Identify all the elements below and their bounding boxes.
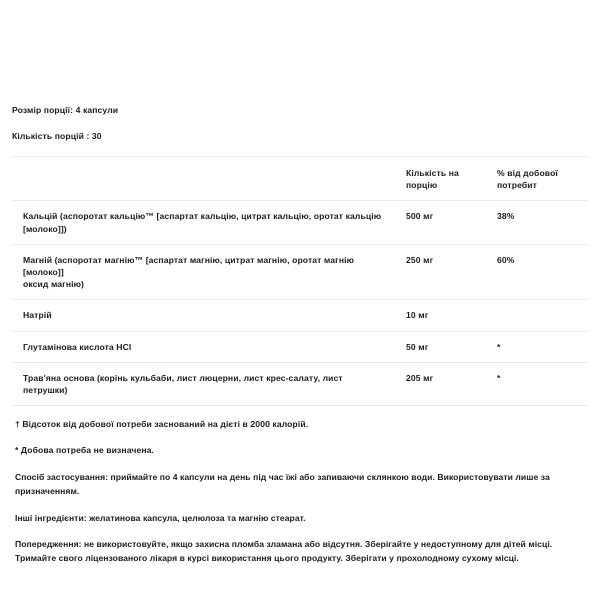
warning-paragraph: Попередження: не використовуйте, якщо захисна пломба зламана або відсутня. Зберігайте у недоступному для дітей місці. Тримайте свого ліцензованого лікаря в курсі використання цього продукту. Зберігати у прохолодному сухому місці. [15,538,553,564]
ingredient-amount: 10 мг [406,300,497,331]
text-paragraphs-block [12,470,588,565]
other-ingredients-paragraph: Інші інгредієнти: желатинова капсула, целюлоза та магнію стеарат. [15,512,306,523]
supplement-facts-table [12,156,588,406]
ingredient-name [12,244,406,300]
ingredient-daily-value: * [497,331,588,362]
table-row [12,300,588,331]
ingredient-name [12,362,406,405]
ingredient-name-line: [молоко]] [23,267,64,278]
table-row [12,244,588,300]
column-header-name [12,157,406,201]
servings-per-container-text: Кількість порцій : 30 [12,131,102,141]
ingredient-name-line: Кальцій (аспоротат кальцію™ [аспартат кальцію, цитрат кальцію, оротат кальцію [23,211,382,222]
ingredient-name-line: [молоко]]) [23,223,67,234]
directions-paragraph: Спосіб застосування: приймайте по 4 капсули на день під час їжі або запиваючи склянкою води. Використовувати лише за призначенням. [15,472,550,497]
column-header-daily-value: % від добової потребит [497,157,588,201]
table-row [12,362,588,405]
column-header-amount-per-serving: Кількість на порцію [406,157,497,201]
ingredient-name-line: Трав'яна основа (корінь кульбаби, лист люцерни, лист крес-салату, лист [23,372,343,383]
table-row [12,201,588,244]
table-header [12,157,588,201]
ingredient-daily-value: 60% [497,244,588,300]
ingredient-name-line: Глутамінова кислота HCl [23,341,132,352]
table-row [12,331,588,362]
ingredient-amount: 205 мг [406,362,497,405]
ingredient-name [12,331,406,362]
serving-info-block [12,0,588,143]
ingredient-daily-value [497,300,588,331]
footnotes-block [12,418,588,456]
ingredient-name [12,201,406,244]
ingredient-daily-value: * [497,362,588,405]
ingredient-name-line: Магній (аспоротат магнію™ [аспартат магнію, цитрат магнію, оротат магнію [23,254,355,265]
ingredient-amount: 250 мг [406,244,497,300]
ingredient-name-line: Натрій [23,310,52,321]
ingredient-daily-value: 38% [497,201,588,244]
ingredient-name-line: оксид магнію) [23,279,85,290]
ingredient-amount: 500 мг [406,201,497,244]
footnote-daily-value-not-established: * Добова потреба не визначена. [15,445,155,456]
ingredient-amount: 50 мг [406,331,497,362]
table-header-row [12,157,588,201]
ingredient-name-line: петрушки) [23,385,68,396]
serving-size-text: Розмір порції: 4 капсули [12,105,119,115]
ingredient-name [12,300,406,331]
footnote-daily-value-basis: † Відсоток від добової потреби заснований на дієті в 2000 калорій. [15,419,309,430]
table-body [12,201,588,406]
